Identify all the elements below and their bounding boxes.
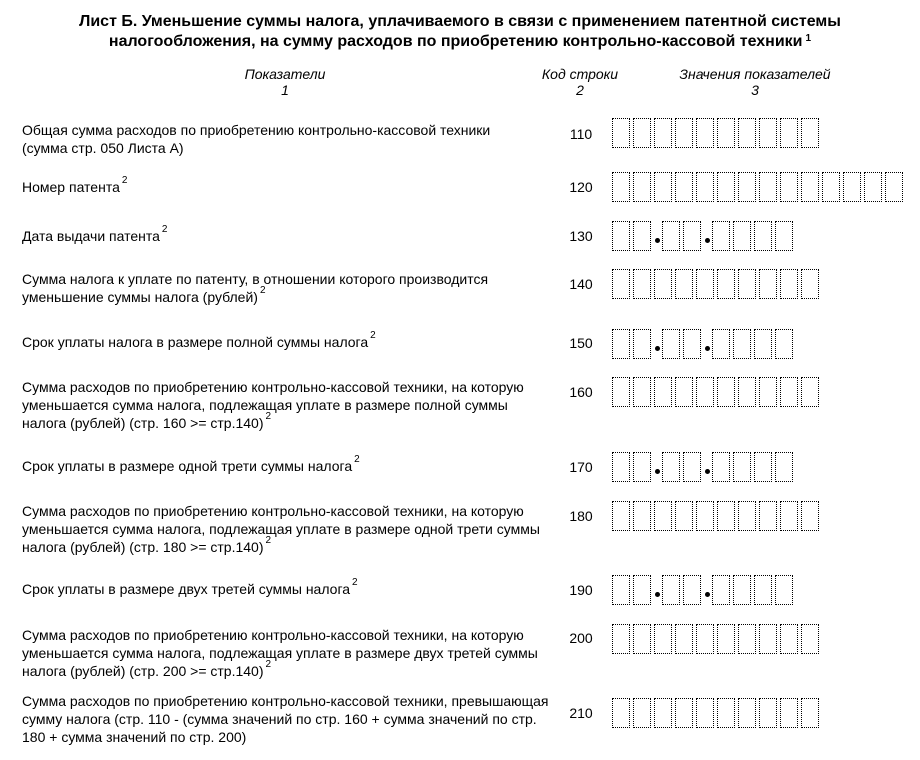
- label-line: [22, 502, 540, 520]
- label-line: [22, 330, 376, 351]
- input-cell[interactable]: [683, 452, 701, 482]
- label-text: налога (рублей) (стр. 200 >= стр.140): [22, 663, 264, 679]
- input-cell[interactable]: [654, 269, 672, 299]
- row-210-label: [22, 692, 549, 746]
- row-code: 150: [569, 335, 593, 351]
- input-cell[interactable]: [654, 698, 672, 728]
- input-cell[interactable]: [696, 698, 714, 728]
- input-cell[interactable]: [780, 269, 798, 299]
- row-code: 170: [569, 459, 593, 475]
- input-cell[interactable]: [759, 118, 777, 148]
- input-cell[interactable]: [801, 172, 819, 202]
- input-cell[interactable]: [733, 575, 751, 605]
- input-cell[interactable]: [780, 624, 798, 654]
- date-separator-dot: [655, 238, 660, 243]
- label-line: [22, 659, 538, 680]
- input-cell[interactable]: [780, 377, 798, 407]
- label-text: Срок уплаты в размере одной трети суммы налога: [22, 458, 353, 474]
- input-cell[interactable]: [683, 575, 701, 605]
- input-cell[interactable]: [712, 452, 730, 482]
- input-cell[interactable]: [612, 452, 630, 482]
- input-cell[interactable]: [780, 118, 798, 148]
- footnote-mark: 2: [265, 659, 272, 670]
- input-cell[interactable]: [754, 452, 772, 482]
- date-separator-dot: [705, 469, 710, 474]
- input-cell[interactable]: [738, 698, 756, 728]
- input-cell[interactable]: [696, 172, 714, 202]
- input-cell[interactable]: [822, 172, 840, 202]
- label-text: уменьшается сумма налога, подлежащая уплате в размере одной трети суммы: [22, 521, 540, 537]
- label-line: [22, 396, 524, 414]
- input-cell[interactable]: [843, 172, 861, 202]
- input-cell[interactable]: [738, 172, 756, 202]
- row-190-label: [22, 577, 358, 598]
- input-cell[interactable]: [696, 501, 714, 531]
- input-cell[interactable]: [683, 221, 701, 251]
- input-cell[interactable]: [775, 575, 793, 605]
- input-cell[interactable]: [654, 624, 672, 654]
- input-cell[interactable]: [717, 501, 735, 531]
- input-cell[interactable]: [633, 377, 651, 407]
- input-cell[interactable]: [633, 501, 651, 531]
- input-cell[interactable]: [612, 118, 630, 148]
- input-cell[interactable]: [801, 118, 819, 148]
- input-cell[interactable]: [696, 118, 714, 148]
- input-cell[interactable]: [759, 698, 777, 728]
- label-text: Сумма расходов по приобретению контрольно-кассовой техники, на которую: [22, 503, 524, 519]
- sheet-title: [0, 12, 920, 52]
- input-cell[interactable]: [654, 501, 672, 531]
- input-cell[interactable]: [654, 172, 672, 202]
- input-cell[interactable]: [717, 624, 735, 654]
- input-cell[interactable]: [633, 221, 651, 251]
- label-line: [22, 626, 538, 644]
- input-cell[interactable]: [801, 624, 819, 654]
- input-cell[interactable]: [733, 452, 751, 482]
- row-160-label: [22, 378, 524, 432]
- label-line: [22, 285, 488, 306]
- input-cell[interactable]: [738, 377, 756, 407]
- input-cell[interactable]: [675, 172, 693, 202]
- input-cell[interactable]: [780, 501, 798, 531]
- input-cell[interactable]: [662, 329, 680, 359]
- input-cell[interactable]: [717, 698, 735, 728]
- input-cell[interactable]: [612, 329, 630, 359]
- input-cell[interactable]: [633, 329, 651, 359]
- label-line: [22, 175, 128, 196]
- footnote-mark: 2: [370, 330, 376, 341]
- input-cell[interactable]: [612, 269, 630, 299]
- input-cell[interactable]: [654, 118, 672, 148]
- label-text: Срок уплаты в размере двух третей суммы налога: [22, 581, 351, 597]
- date-separator-dot: [705, 238, 710, 243]
- label-text: Срок уплаты налога в размере полной суммы налога: [22, 334, 369, 350]
- row-140-label: [22, 270, 488, 306]
- label-line: [22, 411, 524, 432]
- label-line: [22, 728, 549, 746]
- label-text: (сумма стр. 050 Листа А): [22, 140, 184, 156]
- label-text: уменьшение суммы налога (рублей): [22, 289, 258, 305]
- input-cell[interactable]: [683, 329, 701, 359]
- input-cell[interactable]: [754, 329, 772, 359]
- input-cell[interactable]: [633, 118, 651, 148]
- input-cell[interactable]: [675, 501, 693, 531]
- input-cell[interactable]: [759, 501, 777, 531]
- column-header-values: [665, 66, 845, 98]
- label-line: [22, 710, 549, 728]
- input-cell[interactable]: [712, 221, 730, 251]
- label-text: Общая сумма расходов по приобретению контрольно-кассовой техники: [22, 122, 491, 138]
- label-line: [22, 121, 490, 139]
- label-line: [22, 378, 524, 396]
- sheet-title-line1: Лист Б. Уменьшение суммы налога, уплачиваемого в связи с применением патентной системы: [79, 13, 841, 30]
- input-cell[interactable]: [612, 624, 630, 654]
- label-line: [22, 270, 488, 288]
- footnote-mark: 2: [265, 411, 272, 422]
- input-cell[interactable]: [633, 698, 651, 728]
- input-cell[interactable]: [775, 329, 793, 359]
- label-line: [22, 520, 540, 538]
- row-code: 140: [569, 276, 593, 292]
- indicators-header-number: 1: [281, 82, 289, 98]
- label-text: налога (рублей) (стр. 180 >= стр.140): [22, 539, 264, 555]
- input-cell[interactable]: [696, 377, 714, 407]
- label-text: уменьшается сумма налога, подлежащая уплате в размере двух третей суммы: [22, 645, 538, 661]
- row-200-label: [22, 626, 538, 680]
- input-cell[interactable]: [738, 501, 756, 531]
- footnote-mark: 2: [121, 175, 128, 186]
- input-cell[interactable]: [733, 221, 751, 251]
- input-cell[interactable]: [864, 172, 882, 202]
- row-170-label: [22, 454, 360, 475]
- row-130-label: [22, 224, 168, 245]
- label-text: Сумма расходов по приобретению контрольно-кассовой техники, превышающая: [22, 693, 549, 709]
- input-cell[interactable]: [633, 624, 651, 654]
- input-cell[interactable]: [717, 172, 735, 202]
- date-separator-dot: [655, 592, 660, 597]
- input-cell[interactable]: [612, 575, 630, 605]
- label-line: [22, 644, 538, 662]
- footnote-mark: 2: [354, 454, 360, 465]
- input-cell[interactable]: [885, 172, 903, 202]
- row-110-label: [22, 121, 490, 157]
- label-text: Дата выдачи патента: [22, 228, 160, 244]
- input-cell[interactable]: [654, 377, 672, 407]
- date-separator-dot: [705, 346, 710, 351]
- label-line: [22, 224, 168, 245]
- input-cell[interactable]: [738, 118, 756, 148]
- label-line: [22, 535, 540, 556]
- label-text: Сумма расходов по приобретению контрольно-кассовой техники, на которую: [22, 379, 524, 395]
- values-header-label: Значения показателей: [679, 66, 831, 82]
- input-cell[interactable]: [801, 501, 819, 531]
- label-line: [22, 577, 358, 598]
- footnote-mark: 2: [265, 535, 272, 546]
- input-cell[interactable]: [612, 221, 630, 251]
- input-cell[interactable]: [612, 698, 630, 728]
- input-cell[interactable]: [675, 269, 693, 299]
- input-cell[interactable]: [675, 377, 693, 407]
- date-separator-dot: [655, 346, 660, 351]
- row-150-label: [22, 330, 376, 351]
- input-cell[interactable]: [733, 329, 751, 359]
- label-line: [22, 139, 490, 157]
- input-cell[interactable]: [662, 452, 680, 482]
- footnote-mark: 2: [259, 285, 266, 296]
- label-text: сумму налога (стр. 110 - (сумма значений по стр. 160 + сумма значений по стр.: [22, 711, 537, 727]
- input-cell[interactable]: [662, 575, 680, 605]
- input-cell[interactable]: [717, 269, 735, 299]
- sheet-title-line2: налогообложения, на сумму расходов по приобретению контрольно-кассовой техники: [108, 33, 803, 50]
- input-cell[interactable]: [754, 221, 772, 251]
- values-header-number: 3: [751, 82, 759, 98]
- input-cell[interactable]: [712, 575, 730, 605]
- input-cell[interactable]: [717, 118, 735, 148]
- column-header-code: [530, 66, 630, 98]
- input-cell[interactable]: [759, 269, 777, 299]
- input-cell[interactable]: [633, 575, 651, 605]
- input-cell[interactable]: [612, 377, 630, 407]
- input-cell[interactable]: [759, 172, 777, 202]
- label-text: уменьшается сумма налога, подлежащая уплате в размере полной суммы: [22, 397, 508, 413]
- row-code: 210: [569, 705, 593, 721]
- code-header-number: 2: [576, 82, 584, 98]
- input-cell[interactable]: [675, 624, 693, 654]
- input-cell[interactable]: [738, 624, 756, 654]
- label-line: [22, 454, 360, 475]
- input-cell[interactable]: [612, 501, 630, 531]
- input-cell[interactable]: [675, 698, 693, 728]
- row-code: 200: [569, 630, 593, 646]
- row-180-label: [22, 502, 540, 556]
- input-cell[interactable]: [775, 221, 793, 251]
- label-text: Сумма расходов по приобретению контрольно-кассовой техники, на которую: [22, 627, 524, 643]
- footnote-mark: 2: [161, 224, 168, 235]
- input-cell[interactable]: [633, 172, 651, 202]
- row-code: 190: [569, 582, 593, 598]
- input-cell[interactable]: [775, 452, 793, 482]
- input-cell[interactable]: [759, 377, 777, 407]
- input-cell[interactable]: [696, 624, 714, 654]
- column-header-indicators: [185, 66, 385, 98]
- row-code: 120: [569, 179, 593, 195]
- input-cell[interactable]: [696, 269, 714, 299]
- input-cell[interactable]: [801, 377, 819, 407]
- row-code: 110: [569, 126, 593, 142]
- row-code: 130: [569, 228, 593, 244]
- input-cell[interactable]: [633, 452, 651, 482]
- code-header-label: Код строки: [541, 66, 619, 82]
- input-cell[interactable]: [759, 624, 777, 654]
- input-cell[interactable]: [754, 575, 772, 605]
- row-code: 160: [569, 384, 593, 400]
- input-cell[interactable]: [612, 172, 630, 202]
- row-code: 180: [569, 508, 593, 524]
- label-text: Сумма налога к уплате по патенту, в отношении которого производится: [22, 271, 489, 287]
- input-cell[interactable]: [780, 698, 798, 728]
- input-cell[interactable]: [738, 269, 756, 299]
- row-120-label: [22, 175, 128, 196]
- sheet-title-line2-wrap: [0, 32, 920, 52]
- label-text: Номер патента: [22, 179, 120, 195]
- label-line: [22, 692, 549, 710]
- input-cell[interactable]: [801, 269, 819, 299]
- input-cell[interactable]: [780, 172, 798, 202]
- input-cell[interactable]: [633, 269, 651, 299]
- input-cell[interactable]: [662, 221, 680, 251]
- input-cell[interactable]: [717, 377, 735, 407]
- footnote-mark: 2: [352, 577, 358, 588]
- indicators-header-label: Показатели: [244, 66, 326, 82]
- label-text: 180 + сумма значений по стр. 200): [22, 729, 247, 745]
- input-cell[interactable]: [801, 698, 819, 728]
- input-cell[interactable]: [712, 329, 730, 359]
- input-cell[interactable]: [675, 118, 693, 148]
- date-separator-dot: [655, 469, 660, 474]
- title-footnote-mark: 1: [805, 33, 812, 44]
- date-separator-dot: [705, 592, 710, 597]
- label-text: налога (рублей) (стр. 160 >= стр.140): [22, 415, 264, 431]
